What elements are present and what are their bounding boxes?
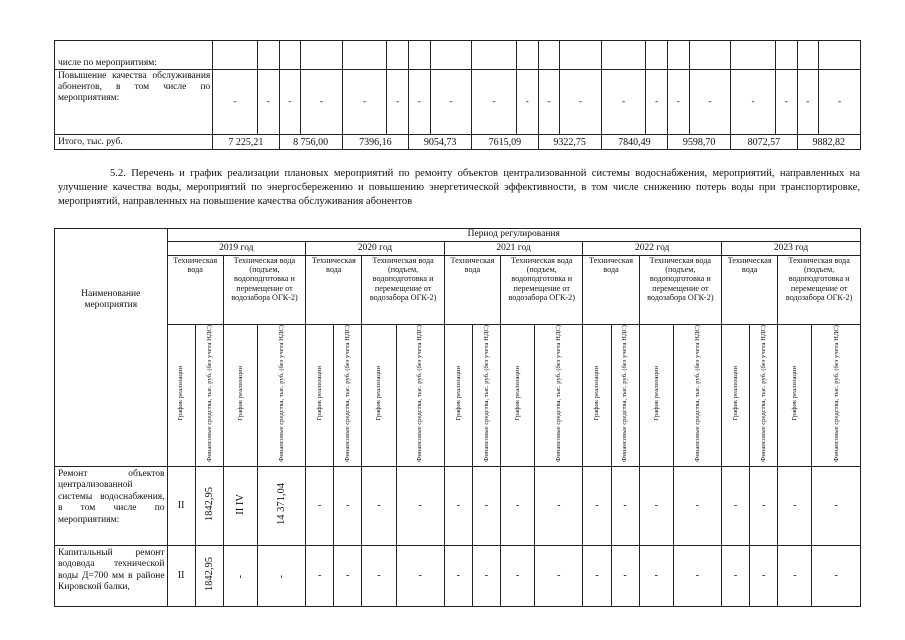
- cell-value: -: [377, 570, 381, 582]
- cell-value: -: [276, 574, 288, 579]
- column-header-text: График реализации: [316, 366, 324, 421]
- row-name: Капитальный ремонт водовода технической воды Д=700 мм в районе Кировской балки,: [55, 545, 168, 606]
- value-cell: [472, 41, 517, 70]
- year-header: 2022 год: [583, 242, 722, 256]
- water-tech-lift-header: Техническая вода (подъем, водоподготовка и перемещение от водозабора ОГК-2): [778, 256, 861, 325]
- value-cell: -: [516, 70, 538, 135]
- cell-value: -: [793, 500, 797, 512]
- column-header: [722, 325, 750, 467]
- value-cell: [444, 545, 472, 606]
- value-cell: [301, 41, 343, 70]
- total-value: 7615,09: [472, 135, 538, 150]
- value-cell: [306, 545, 334, 606]
- value-cell: [362, 545, 396, 606]
- table-row: [55, 466, 861, 545]
- value-cell: [797, 41, 819, 70]
- value-cell: [195, 466, 223, 545]
- value-cell: -: [301, 70, 343, 135]
- value-cell: [223, 466, 257, 545]
- column-header: [812, 325, 861, 467]
- total-value: 9598,70: [668, 135, 731, 150]
- value-cell: [167, 466, 195, 545]
- column-header-text: Финансовые средства, тыс. руб. (без учета НДС): [832, 325, 840, 462]
- cell-value: -: [234, 574, 246, 579]
- total-row: [55, 135, 861, 150]
- water-tech-header: Техническая вода: [722, 256, 778, 325]
- column-header-text: Финансовые средства, тыс. руб. (без учета НДС): [621, 325, 629, 462]
- row-name: числе по мероприятиям:: [58, 58, 157, 68]
- column-header-text: Финансовые средства, тыс. руб. (без учета НДС): [555, 325, 563, 462]
- value-cell: [750, 466, 778, 545]
- column-header: [501, 325, 535, 467]
- column-header: [396, 325, 444, 467]
- total-value: 7840,49: [601, 135, 667, 150]
- value-cell: [167, 545, 195, 606]
- cell-value: II: [177, 570, 185, 582]
- cell-value: 14 371,04: [276, 483, 288, 526]
- value-cell: [668, 41, 690, 70]
- period-header: Период регулирования: [167, 229, 860, 242]
- value-cell: [673, 545, 721, 606]
- column-header: [306, 325, 334, 467]
- value-cell: [342, 41, 387, 70]
- cell-value: -: [456, 570, 461, 582]
- year-header: 2021 год: [444, 242, 583, 256]
- total-value: 7 225,21: [213, 135, 279, 150]
- total-value: 8 756,00: [279, 135, 342, 150]
- water-tech-lift-header: Техническая вода (подъем, водоподготовка и перемещение от водозабора ОГК-2): [639, 256, 721, 325]
- value-cell: [812, 466, 861, 545]
- value-cell: -: [689, 70, 731, 135]
- column-header-text: График реализации: [454, 366, 462, 421]
- value-cell: [778, 466, 812, 545]
- value-cell: [535, 545, 583, 606]
- column-header-text: График реализации: [177, 366, 185, 421]
- section-paragraph: 5.2. Перечень и график реализации плановых мероприятий по ремонту объектов централизованной системы водоснабжения, мероприятий, направленных на улучшение качества воды, мероприятий по энергосбережению и повышению энергетической эффективности, в том числе снижению потерь воды при транспортировке, мероприятий, направленных на повышение качества обслуживания абонентов: [58, 168, 860, 207]
- cell-value: -: [515, 500, 520, 512]
- cell-value: -: [695, 500, 700, 512]
- value-cell: [213, 41, 258, 70]
- value-cell: -: [775, 70, 797, 135]
- cell-value: -: [418, 500, 422, 512]
- cell-value: -: [762, 570, 766, 582]
- table-row: [55, 70, 861, 135]
- value-cell: [778, 545, 812, 606]
- cell-value: II IV: [234, 493, 246, 515]
- column-header: [223, 325, 257, 467]
- value-cell: [538, 41, 560, 70]
- value-cell: -: [601, 70, 646, 135]
- cell-value: II: [177, 500, 185, 512]
- water-tech-header: Техническая вода: [444, 256, 500, 325]
- value-cell: [257, 41, 279, 70]
- column-header-text: График реализации: [375, 366, 383, 421]
- cell-value: -: [834, 500, 838, 512]
- year-header: 2020 год: [306, 242, 445, 256]
- value-cell: [812, 545, 861, 606]
- column-header: [257, 325, 305, 467]
- total-label: Итого, тыс. руб.: [55, 135, 213, 150]
- value-cell: [472, 466, 500, 545]
- value-cell: [722, 466, 750, 545]
- column-header: [778, 325, 812, 467]
- column-header: [750, 325, 778, 467]
- value-cell: [583, 466, 611, 545]
- value-cell: [257, 466, 305, 545]
- value-cell: -: [797, 70, 819, 135]
- cell-value: -: [346, 570, 350, 582]
- value-cell: [279, 41, 301, 70]
- value-cell: [775, 41, 797, 70]
- cell-value: -: [595, 570, 599, 582]
- column-header: [583, 325, 611, 467]
- value-cell: -: [646, 70, 668, 135]
- column-header-text: График реализации: [236, 366, 244, 421]
- value-cell: [334, 466, 362, 545]
- value-cell: -: [213, 70, 258, 135]
- water-tech-header: Техническая вода: [306, 256, 362, 325]
- value-cell: [601, 41, 646, 70]
- value-cell: [673, 466, 721, 545]
- cell-value: -: [557, 570, 561, 582]
- column-header: [639, 325, 673, 467]
- value-cell: -: [819, 70, 861, 135]
- column-header-text: Финансовые средства, тыс. руб. (без учета НДС): [344, 325, 352, 462]
- header-row-water: [55, 256, 861, 325]
- value-cell: [819, 41, 861, 70]
- cell-value: -: [654, 500, 658, 512]
- value-cell: -: [279, 70, 301, 135]
- value-cell: [501, 466, 535, 545]
- header-row-columns: [55, 325, 861, 467]
- cell-value: -: [515, 570, 520, 582]
- column-header-text: График реализации: [791, 366, 799, 421]
- value-cell: [611, 466, 639, 545]
- value-cell: -: [472, 70, 517, 135]
- column-header-text: Финансовые средства, тыс. руб. (без учета НДС): [693, 325, 701, 462]
- column-header-text: Финансовые средства, тыс. руб. (без учета НДС): [205, 325, 213, 462]
- value-cell: [583, 545, 611, 606]
- cell-value: -: [762, 500, 766, 512]
- top-table: [54, 40, 861, 150]
- cell-value: -: [418, 570, 422, 582]
- column-header-text: График реализации: [513, 366, 521, 421]
- main-table: [54, 228, 861, 607]
- cell-value: -: [595, 500, 599, 512]
- column-header: [362, 325, 396, 467]
- cell-value: -: [654, 570, 658, 582]
- value-cell: [750, 545, 778, 606]
- value-cell: [334, 545, 362, 606]
- value-cell: [731, 41, 776, 70]
- value-cell: [646, 41, 668, 70]
- value-cell: [501, 545, 535, 606]
- value-cell: -: [409, 70, 431, 135]
- cell-value: -: [318, 500, 322, 512]
- value-cell: [611, 545, 639, 606]
- cell-value: 1842,95: [203, 557, 215, 592]
- column-header: [611, 325, 639, 467]
- value-cell: [306, 466, 334, 545]
- value-cell: [639, 545, 673, 606]
- header-row-period: [55, 229, 861, 242]
- value-cell: [444, 466, 472, 545]
- value-cell: [409, 41, 431, 70]
- name-header: Наименование мероприятия: [55, 229, 168, 467]
- value-cell: [396, 545, 444, 606]
- value-cell: -: [538, 70, 560, 135]
- value-cell: [472, 545, 500, 606]
- cell-value: -: [834, 570, 838, 582]
- value-cell: -: [430, 70, 472, 135]
- total-value: 9322,75: [538, 135, 601, 150]
- value-cell: -: [387, 70, 409, 135]
- value-cell: [387, 41, 409, 70]
- row-name-cell: [55, 41, 213, 70]
- cell-value: -: [557, 500, 561, 512]
- value-cell: [257, 545, 305, 606]
- cell-value: -: [377, 500, 381, 512]
- column-header: [444, 325, 472, 467]
- year-header: 2019 год: [167, 242, 306, 256]
- row-name: Ремонт объектов централизованной системы водоснабжения, в том числе по мероприятиям:: [55, 466, 168, 545]
- cell-value: -: [623, 570, 627, 582]
- cell-value: 1842,95: [203, 487, 215, 522]
- column-header: [472, 325, 500, 467]
- cell-value: -: [695, 570, 700, 582]
- value-cell: [560, 41, 602, 70]
- column-header-text: Финансовые средства, тыс. руб. (без учета НДС): [416, 325, 424, 462]
- table-row: [55, 41, 861, 70]
- value-cell: [722, 545, 750, 606]
- value-cell: -: [257, 70, 279, 135]
- header-row-years: [55, 242, 861, 256]
- column-header-text: График реализации: [652, 366, 660, 421]
- value-cell: [639, 466, 673, 545]
- value-cell: -: [560, 70, 602, 135]
- total-value: 9882,82: [797, 135, 861, 150]
- total-value: 7396,16: [342, 135, 408, 150]
- cell-value: -: [346, 500, 350, 512]
- value-cell: -: [668, 70, 690, 135]
- column-header: [673, 325, 721, 467]
- cell-value: -: [456, 500, 461, 512]
- cell-value: -: [733, 500, 738, 512]
- value-cell: [195, 545, 223, 606]
- water-tech-lift-header: Техническая вода (подъем, водоподготовка и перемещение от водозабора ОГК-2): [362, 256, 444, 325]
- column-header: [167, 325, 195, 467]
- value-cell: -: [342, 70, 387, 135]
- column-header-text: Финансовые средства, тыс. руб. (без учета НДС): [760, 325, 768, 462]
- cell-value: -: [793, 570, 797, 582]
- row-name-cell: [55, 70, 213, 135]
- water-tech-lift-header: Техническая вода (подъем, водоподготовка и перемещение от водозабора ОГК-2): [501, 256, 583, 325]
- value-cell: [430, 41, 472, 70]
- column-header: [195, 325, 223, 467]
- year-header: 2023 год: [722, 242, 861, 256]
- cell-value: -: [318, 570, 322, 582]
- cell-value: -: [484, 500, 489, 512]
- value-cell: [535, 466, 583, 545]
- water-tech-lift-header: Техническая вода (подъем, водоподготовка и перемещение от водозабора ОГК-2): [223, 256, 305, 325]
- cell-value: -: [733, 570, 738, 582]
- value-cell: -: [731, 70, 776, 135]
- column-header-text: Финансовые средства, тыс. руб. (без учета НДС): [277, 325, 285, 462]
- cell-value: -: [623, 500, 627, 512]
- column-header: [535, 325, 583, 467]
- water-tech-header: Техническая вода: [167, 256, 223, 325]
- total-value: 9054,73: [409, 135, 472, 150]
- value-cell: [396, 466, 444, 545]
- water-tech-header: Техническая вода: [583, 256, 639, 325]
- value-cell: [223, 545, 257, 606]
- value-cell: [689, 41, 731, 70]
- column-header-text: График реализации: [731, 366, 739, 421]
- column-header-text: График реализации: [593, 366, 601, 421]
- column-header-text: Финансовые средства, тыс. руб. (без учета НДС): [482, 325, 490, 462]
- table-row: [55, 545, 861, 606]
- value-cell: [362, 466, 396, 545]
- value-cell: [516, 41, 538, 70]
- total-value: 8072,57: [731, 135, 797, 150]
- cell-value: -: [484, 570, 489, 582]
- column-header: [334, 325, 362, 467]
- row-name: Повышение качества обслуживания абонентов, в том числе по мероприятиям:: [58, 71, 211, 103]
